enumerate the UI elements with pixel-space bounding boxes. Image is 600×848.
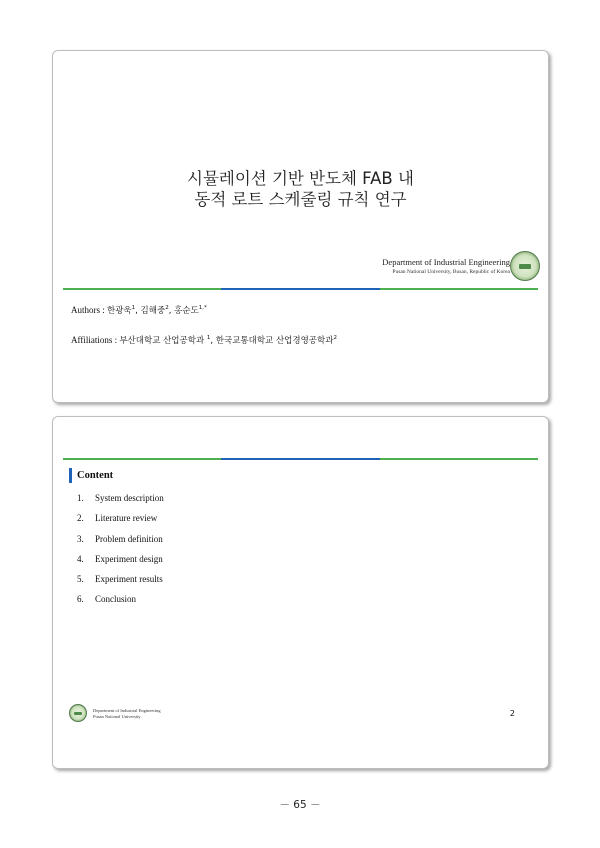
title-line-1: 시뮬레이션 기반 반도체 FAB 내 — [187, 169, 414, 188]
toc-item-number: 4. — [77, 553, 84, 564]
department-name: Department of Industrial Engineering — [382, 257, 510, 267]
affiliation-2: 한국교통대학교 산업경영공학과 — [215, 336, 334, 346]
authors-label: Authors : — [71, 305, 107, 315]
toc-item-number: 3. — [77, 533, 84, 544]
author-1: 한광욱 — [107, 306, 132, 316]
toc-item — [77, 493, 164, 513]
toc-item-number: 1. — [77, 493, 84, 503]
authors-line — [71, 304, 207, 316]
toc-item — [77, 513, 164, 533]
university-seal-icon — [510, 251, 540, 281]
toc-item-number: 6. — [77, 594, 84, 605]
slide-number: 2 — [509, 709, 515, 718]
content-heading: Content — [69, 468, 113, 483]
page-number: － 65 － — [279, 799, 321, 811]
toc-item-number: 2. — [77, 513, 84, 524]
author-2-sup: 2 — [165, 305, 169, 312]
toc-item-label: Experiment design — [95, 553, 163, 564]
footer-department-name: Department of Industrial Engineering — [93, 708, 161, 713]
toc-item — [77, 534, 164, 554]
toc-item-label: Conclusion — [95, 594, 137, 605]
title-line-2: 동적 로트 스케줄링 규칙 연구 — [194, 190, 407, 209]
divider-rule — [63, 458, 538, 460]
toc-item-label: Problem definition — [95, 533, 163, 544]
content-slide — [52, 416, 549, 769]
slide-title — [53, 168, 548, 210]
toc-item-label: Experiment results — [95, 574, 163, 585]
divider-rule — [63, 288, 538, 290]
toc-item — [77, 594, 164, 614]
separator: , — [168, 306, 175, 316]
toc-item — [77, 574, 164, 594]
university-name: Pusan National University, Busan, Republic of Korea — [392, 269, 510, 275]
author-1-sup: 1 — [131, 305, 136, 312]
affiliation-1-sup: 1 — [206, 335, 211, 342]
footer-university-name: Pusan National University — [93, 714, 141, 719]
table-of-contents — [77, 493, 164, 615]
author-3: 홍순도 — [174, 306, 199, 316]
affiliations-label: Affiliations : — [71, 335, 120, 345]
department-block — [382, 257, 510, 276]
affiliation-2-sup: 2 — [333, 335, 337, 342]
title-slide — [52, 50, 549, 403]
toc-item-number: 5. — [77, 574, 84, 585]
author-3-sup: 1,* — [198, 305, 207, 312]
toc-item — [77, 554, 164, 574]
affiliations-line — [71, 334, 337, 346]
toc-item-label: Literature review — [95, 513, 158, 524]
separator: , — [210, 336, 216, 346]
author-2: 김해중 — [140, 306, 166, 316]
separator: , — [135, 306, 141, 316]
university-seal-icon — [69, 704, 87, 722]
affiliation-1: 부산대학교 산업공학과 — [119, 336, 207, 346]
toc-item-label: System description — [95, 493, 164, 503]
footer-department — [93, 708, 161, 720]
